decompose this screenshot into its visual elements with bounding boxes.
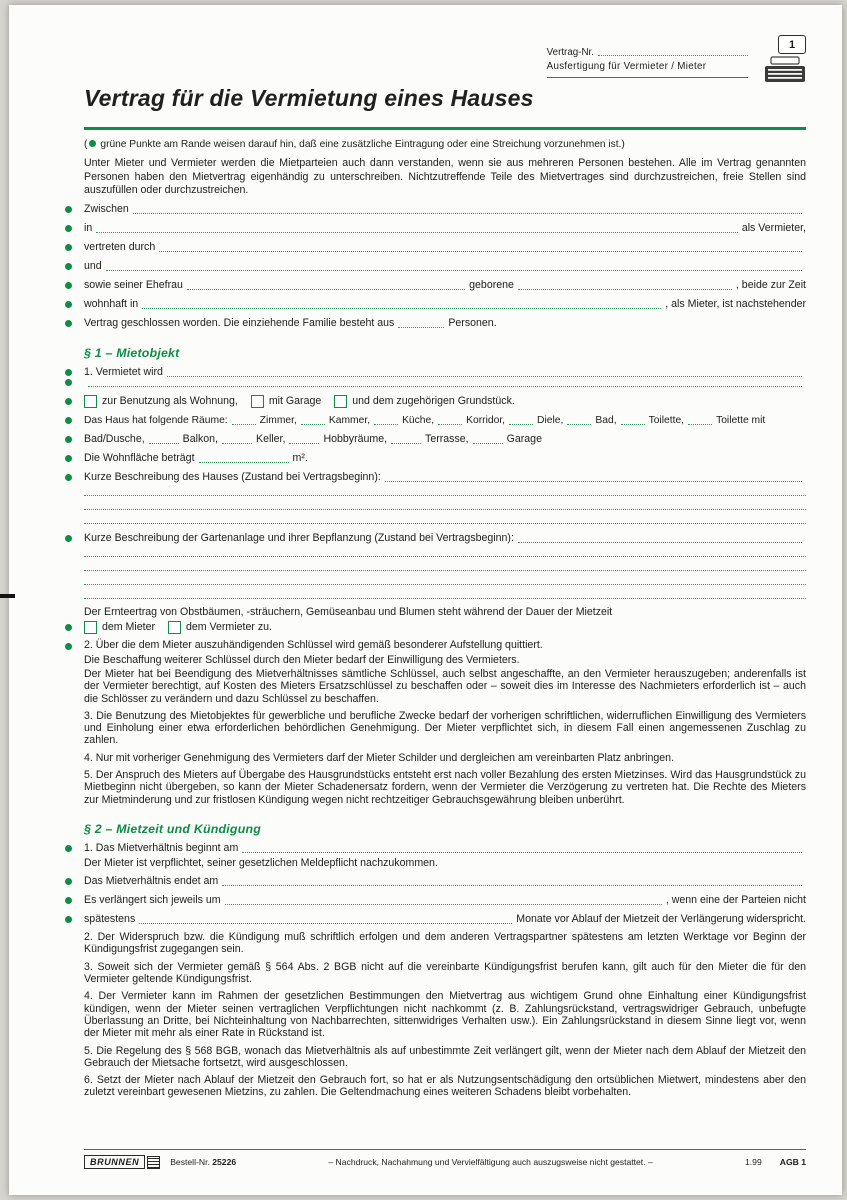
green-dot: [65, 369, 72, 376]
s2-paragraph-4: 4. Der Vermieter kann im Rahmen der gesetzlichen Bestimmungen den Mietvertrag aus wichtigem Grund ohne Einhaltung einer Kündigungsfrist kündigen, wenn der Mieter seinen vertraglichen Verpflichtungen nicht nachkommt (z. B. Zahlungsrückstand, vertragswidriger Gebrauch, unbefugte Überlassung an Dritte, bei Nichteinhaltung von Nachbarrechten, sittenwidriges Verhalten usw.). Ein Zahlungsrückstand in diesem Sinne liegt vor, wenn der Mieter mit mehr als einer Rate in Rückstand ist.: [84, 990, 806, 1040]
footer-rule: [84, 1149, 806, 1150]
room-count-field[interactable]: [149, 442, 179, 444]
beginn-label: 1. Das Mietverhältnis beginnt am: [84, 841, 239, 854]
zwischen-label: Zwischen: [84, 203, 129, 216]
haus-beschreibung-field[interactable]: [84, 508, 806, 510]
margin-dot-note: [84, 139, 806, 150]
wohnort-field[interactable]: [142, 307, 661, 309]
vermieter-ort-field[interactable]: [96, 231, 738, 233]
line-rooms-1: [84, 414, 806, 427]
line-beschreibung-garten: [84, 532, 806, 545]
brunnen-logo-device: [147, 1156, 160, 1169]
line-ernte-checkboxes: [84, 621, 806, 634]
green-dot: [65, 897, 72, 904]
green-dot: [65, 643, 72, 650]
checkbox-garage-label: mit Garage: [268, 395, 322, 408]
header: [84, 5, 806, 83]
ehefrau-label: sowie seiner Ehefrau: [84, 279, 183, 292]
parteien-nicht-label: , wenn eine der Parteien nicht: [665, 894, 806, 907]
green-dot: [65, 535, 72, 542]
green-dot: [65, 398, 72, 405]
room-count-field[interactable]: [374, 423, 398, 425]
line-vermietet-wird: [84, 366, 806, 379]
als-vermieter-label: als Vermieter,: [741, 222, 806, 235]
green-dot: [65, 845, 72, 852]
typewriter-icon: [764, 56, 806, 83]
ende-label: Das Mietverhältnis endet am: [84, 875, 219, 888]
section-2-heading: § 2 – Mietzeit und Kündigung: [84, 821, 261, 836]
garten-beschreibung-field[interactable]: [518, 541, 802, 543]
spaetestens-label: spätestens: [84, 913, 136, 926]
ehefrau-name-field[interactable]: [187, 288, 465, 290]
s2-paragraph-3: 3. Soweit sich der Vermieter gemäß § 564 Abs. 2 BGB nicht auf die vereinbarte Kündigungsfrist berufen kann, gilt auch für den Mieter die für den Vermieter geltende Kündigungsfrist.: [84, 960, 806, 986]
verlaengerung-label: Es verlängert sich jeweils um: [84, 894, 221, 907]
contract-page: [9, 5, 842, 1195]
garten-beschreibung-field[interactable]: [84, 583, 806, 585]
room-count-field[interactable]: [222, 442, 252, 444]
header-right-block: [547, 35, 748, 78]
copy-number: 1: [788, 38, 796, 51]
s1-paragraph-2b: Die Beschaffung weiterer Schlüssel durch den Mieter bedarf der Einwilligung des Vermieters.: [84, 653, 520, 666]
ernte-text: Der Ernteertrag von Obstbäumen, -sträuchern, Gemüseanbau und Blumen steht während der Dauer der Mietzeit: [84, 606, 613, 619]
line-vertreten-durch: [84, 241, 806, 254]
room-label: Zimmer,: [259, 415, 297, 427]
description-line: [84, 494, 806, 498]
description-line: [84, 555, 806, 559]
line-wohnflaeche: [84, 452, 806, 465]
room-label: Küche,: [402, 415, 435, 427]
line-in: [84, 222, 806, 235]
wohnflaeche-unit: m².: [292, 452, 308, 465]
checkbox-wohnung[interactable]: [84, 395, 97, 408]
ernte-mieter-label: dem Mieter: [102, 621, 155, 634]
room-label: Diele,: [537, 415, 564, 427]
green-dot: [65, 320, 72, 327]
brand-text: BRUNNEN: [90, 1157, 140, 1167]
ernte-vermieter-label: dem Vermieter zu.: [185, 621, 272, 634]
room-label: Balkon,: [182, 433, 218, 446]
haus-beschreibung-field[interactable]: [84, 494, 806, 496]
room-count-field[interactable]: [289, 442, 319, 444]
green-dot: [65, 436, 72, 443]
green-dot: [65, 301, 72, 308]
rooms-intro-label: Das Haus hat folgende Räume:: [84, 415, 228, 427]
mieter-name-field[interactable]: [106, 269, 802, 271]
checkbox-garage[interactable]: [251, 395, 264, 408]
green-dot: [65, 282, 72, 289]
description-line: [84, 508, 806, 512]
ausfertigung-label: Ausfertigung für Vermieter / Mieter: [546, 61, 707, 72]
geschlossen-label: Vertrag geschlossen worden. Die einziehende Familie besteht aus: [84, 317, 395, 330]
line-verlaengerung: [84, 894, 806, 907]
line-beginn: [84, 842, 806, 855]
personen-label: Personen.: [448, 317, 497, 330]
vertreter-field[interactable]: [159, 250, 802, 252]
wohnflaeche-label: Die Wohnfläche beträgt: [84, 452, 195, 465]
title-rule: [84, 127, 806, 130]
geborene-label: geborene: [469, 279, 514, 292]
vertrag-nr-field[interactable]: [598, 54, 748, 56]
description-line: [84, 597, 806, 601]
description-line: [84, 583, 806, 587]
beschreibung-haus-label: Kurze Beschreibung des Hauses (Zustand bei Vertragsbeginn):: [84, 471, 381, 484]
als-mieter-label: , als Mieter, ist nachstehender: [665, 298, 806, 311]
brunnen-logo: [84, 1155, 145, 1169]
s1-paragraph-5: 5. Der Anspruch des Mieters auf Übergabe des Hausgrundstücks entsteht erst nach voller Bezahlung des ersten Mietzinses. Wird das Hausgrundstück zu Mietbeginn nicht übergeben, so kann der Mieter Schadenersatz fordern, wenn der Vermieter die Verzögerung zu vertreten hat. Die Rechte des Mieters zur Mietminderung und zur fristlosen Kündigung wegen nicht rechtzeitiger Gebrauchsgewährung bleiben unberührt.: [84, 768, 806, 806]
copy-number-badge: [778, 35, 806, 54]
monate-label: Monate vor Ablauf der Mietzeit der Verlängerung widerspricht.: [516, 913, 806, 926]
description-line: [84, 569, 806, 573]
checkbox-ernte-mieter[interactable]: [84, 621, 97, 634]
green-dot: [65, 379, 72, 386]
wohnflaeche-field[interactable]: [199, 461, 289, 463]
green-dot: [65, 206, 72, 213]
line-spaetestens: [84, 913, 806, 926]
room-label: Korridor,: [466, 415, 506, 427]
green-dot: [65, 455, 72, 462]
haus-beschreibung-field[interactable]: [84, 522, 806, 524]
in-label: in: [84, 222, 93, 235]
green-dot-icon: [89, 140, 96, 147]
green-dot: [65, 417, 72, 424]
room-label: Bad,: [595, 415, 617, 427]
line-ehefrau: [84, 279, 806, 292]
personen-count-field[interactable]: [398, 326, 444, 328]
checkbox-grundstueck-label: und dem zugehörigen Grundstück.: [352, 395, 515, 408]
room-label: Kammer,: [328, 415, 371, 427]
vermieter-name-field[interactable]: [133, 212, 802, 214]
s1-p2a-text: 2. Über die dem Mieter auszuhändigenden Schlüssel wird gemäß besonderer Aufstellung quittiert.: [84, 639, 543, 652]
green-dot: [65, 244, 72, 251]
s1-paragraph-2a: [84, 639, 806, 651]
s2-paragraph-5: 5. Die Regelung des § 568 BGB, wonach das Mietverhältnis als auf unbestimmte Zeit verlängert gilt, wenn der Mieter nach dem Ablauf der Mietzeit den Gebrauch der Mietsache fortsetzt, wird ausgeschlossen.: [84, 1044, 806, 1069]
room-count-field[interactable]: [438, 423, 462, 425]
vertreten-durch-label: vertreten durch: [84, 241, 156, 254]
copyright-notice: – Nachdruck, Nachahmung und Vervielfältigung auch auszugsweise nicht gestattet. –: [328, 1157, 653, 1167]
s1-paragraph-4: 4. Nur mit vorheriger Genehmigung des Vermieters darf der Mieter Schilder und dergleichen am vereinbarten Platz anbringen.: [84, 751, 675, 764]
green-dot: [65, 624, 72, 631]
room-count-field[interactable]: [301, 423, 325, 425]
line-usage-checkboxes: [84, 395, 806, 408]
ende-date-field[interactable]: [222, 884, 802, 886]
room-count-field[interactable]: [688, 423, 712, 425]
line-zwischen: [84, 203, 806, 216]
room-label: Terrasse,: [425, 433, 469, 446]
footer: [84, 1149, 806, 1169]
room-count-field[interactable]: [473, 442, 503, 444]
beschreibung-garten-label: Kurze Beschreibung der Gartenanlage und ihrer Bepflanzung (Zustand bei Vertragsbeginn):: [84, 532, 514, 545]
checkbox-grundstueck[interactable]: [334, 395, 347, 408]
beide-zur-zeit-label: , beide zur Zeit: [735, 279, 806, 292]
und-label: und: [84, 260, 102, 273]
note-open-paren: (: [84, 139, 88, 151]
line-beschreibung-haus: [84, 471, 806, 484]
vermietet-wird-label: 1. Vermietet wird: [84, 366, 163, 379]
room-label: Keller,: [256, 433, 286, 446]
bestell-number: 25226: [212, 1157, 237, 1167]
line-mietobjekt-2: [84, 385, 806, 389]
room-label: Toilette,: [648, 415, 685, 427]
verlaengerung-field[interactable]: [225, 903, 662, 905]
room-count-field[interactable]: [391, 442, 421, 444]
s1-paragraph-3: 3. Die Benutzung des Mietobjektes für gewerbliche und berufliche Zwecke bedarf der vorherigen schriftlichen, widerruflichen Einwilligung des Vermieters und Einholung einer etwa erforderlichen behördlichen Genehmigung. Der Mieter verpflichtet sich, in diesem Fall einen angemessenen Zuschlag zu zahlen.: [84, 709, 806, 747]
green-dot: [65, 474, 72, 481]
room-count-field[interactable]: [509, 423, 533, 425]
room-label: Toilette mit: [716, 415, 766, 427]
meldepflicht-text: Der Mieter ist verpflichtet, seiner gesetzlichen Meldepflicht nachzukommen.: [84, 856, 438, 869]
mietobjekt-field[interactable]: [167, 375, 802, 377]
line-geschlossen: [84, 317, 806, 330]
section-1-heading: § 1 – Mietobjekt: [84, 346, 180, 361]
beginn-date-field[interactable]: [242, 851, 802, 853]
wohnhaft-label: wohnhaft in: [84, 298, 139, 311]
room-label: Hobbyräume,: [323, 433, 388, 446]
green-dot: [65, 263, 72, 270]
monate-field[interactable]: [139, 922, 512, 924]
page-title: Vertrag für die Vermietung eines Hauses: [84, 85, 534, 111]
vertrag-nr-label: Vertrag-Nr.: [546, 47, 594, 58]
edition-date: 1.99: [745, 1157, 762, 1167]
garten-beschreibung-field[interactable]: [84, 569, 806, 571]
green-dot: [65, 225, 72, 232]
room-label: Garage: [506, 433, 542, 446]
mietobjekt-field-2[interactable]: [88, 385, 802, 387]
room-count-field[interactable]: [621, 423, 645, 425]
line-wohnhaft: [84, 298, 806, 311]
bestell-nr: [170, 1157, 236, 1167]
line-rooms-2: [84, 433, 806, 446]
geburtsname-field[interactable]: [518, 288, 732, 290]
fold-mark: [0, 594, 15, 598]
s2-paragraph-6: 6. Setzt der Mieter nach Ablauf der Mietzeit den Gebrauch fort, so hat er als Nutzungsentschädigung den ortsüblichen Mietwert, mindestens aber den zuletzt vereinbart gewesenen Mietzins, zu zahlen. Die Geltendmachung eines weiteren Schadens bleibt vorbehalten.: [84, 1074, 806, 1099]
s1-paragraph-2c: Der Mieter hat bei Beendigung des Mietverhältnisses sämtliche Schlüssel, auch selbst angeschaffte, an den Vermieter herauszugeben; anderenfalls ist der Vermieter berechtigt, auf Kosten des Mieters Ersatzschlüssel zu beschaffen oder – soweit dies im Interesse des Nachmieters erforderlich ist – auch die Schlösser zu verändern und dazu Schlüssel zu beschaffen.: [84, 667, 806, 705]
bestell-label: Bestell-Nr.: [170, 1157, 210, 1167]
line-und: [84, 260, 806, 273]
note-text: grüne Punkte am Rande weisen darauf hin, daß eine zusätzliche Eintragung oder eine Streichung vorzunehmen ist.): [100, 139, 625, 151]
checkbox-wohnung-label: zur Benutzung als Wohnung,: [102, 395, 238, 408]
line-ende: [84, 875, 806, 888]
room-count-field[interactable]: [567, 423, 591, 425]
intro-paragraph: Unter Mieter und Vermieter werden die Mietparteien auch dann verstanden, wenn sie aus mehreren Personen bestehen. Alle im Vertrag genannten Personen haben den Mietvertrag eigenhändig zu unterschreiben. Nichtzutreffende Teile des Mietvertrages sind durchzustreichen, freie Stellen sind auszufüllen oder durchzustreichen.: [84, 157, 806, 196]
garten-beschreibung-field[interactable]: [84, 555, 806, 557]
green-dot: [65, 916, 72, 923]
machine-block: [760, 35, 806, 83]
rooms-lead-label: Bad/Dusche,: [84, 433, 145, 446]
green-dot: [65, 878, 72, 885]
garten-beschreibung-field[interactable]: [84, 597, 806, 599]
agb-number: AGB 1: [779, 1157, 806, 1167]
checkbox-ernte-vermieter[interactable]: [168, 621, 181, 634]
haus-beschreibung-field[interactable]: [385, 480, 802, 482]
description-line: [84, 522, 806, 526]
edition-info: [745, 1157, 806, 1167]
room-count-field[interactable]: [232, 423, 256, 425]
s2-paragraph-2: 2. Der Widerspruch bzw. die Kündigung muß schriftlich erfolgen und dem anderen Vertragspartner spätestens am letzten Werktage vor Beginn der Kündigungsfrist zugegangen sein.: [84, 931, 806, 956]
